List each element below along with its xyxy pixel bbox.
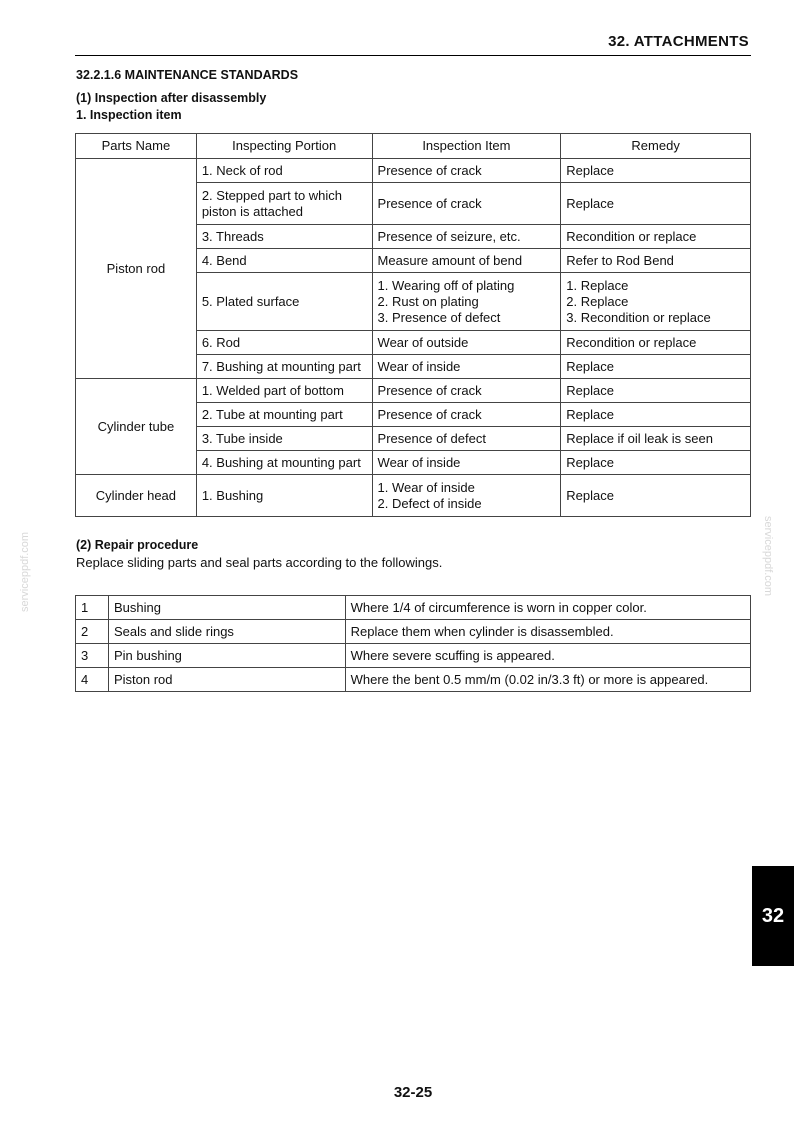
remedy-cell: Refer to Rod Bend [561,249,751,273]
inspecting-portion-cell: 5. Plated surface [196,273,372,331]
inspection-item-cell: Presence of seizure, etc. [372,225,561,249]
inspecting-portion-cell: 1. Bushing [196,475,372,517]
inspecting-portion-cell: 1. Welded part of bottom [196,379,372,403]
sub-heading: (1) Inspection after disassembly [76,91,267,105]
remedy-cell: Replace [561,403,751,427]
section-heading: 32.2.1.6 MAINTENANCE STANDARDS [76,68,299,82]
inspection-item-cell: 1. Wear of inside 2. Defect of inside [372,475,561,517]
table-row [76,620,751,644]
item-number-cell: 1 [76,596,109,620]
inspection-item-cell: Presence of crack [372,159,561,183]
remedy-cell: Replace [561,159,751,183]
table-row [76,159,751,183]
item-number-cell: 2 [76,620,109,644]
watermark: serviceppdf.com [762,516,774,597]
sub-sub-heading: 1. Inspection item [76,108,182,122]
parts-name-cell: Cylinder tube [76,379,197,475]
remedy-cell: Replace if oil leak is seen [561,427,751,451]
column-header: Inspecting Portion [196,134,372,159]
remedy-cell: Replace [561,451,751,475]
inspection-item-cell: Presence of crack [372,379,561,403]
table-row [76,475,751,517]
inspecting-portion-cell: 2. Stepped part to which piston is attached [196,183,372,225]
inspecting-portion-cell: 3. Threads [196,225,372,249]
inspecting-portion-cell: 6. Rod [196,331,372,355]
column-header: Parts Name [76,134,197,159]
item-number-cell: 3 [76,644,109,668]
inspection-item-cell: Presence of crack [372,403,561,427]
part-cell: Bushing [108,596,345,620]
repair-intro: Replace sliding parts and seal parts according to the followings. [76,555,443,570]
inspecting-portion-cell: 7. Bushing at mounting part [196,355,372,379]
header-rule [75,55,751,56]
remedy-cell: Recondition or replace [561,225,751,249]
part-cell: Piston rod [108,668,345,692]
inspection-item-cell: Wear of inside [372,355,561,379]
remedy-cell: Replace [561,379,751,403]
inspection-item-cell: Wear of inside [372,451,561,475]
item-number-cell: 4 [76,668,109,692]
inspecting-portion-cell: 3. Tube inside [196,427,372,451]
inspecting-portion-cell: 1. Neck of rod [196,159,372,183]
watermark: serviceppdf.com [19,531,31,612]
parts-name-cell: Piston rod [76,159,197,379]
remedy-cell: 1. Replace 2. Replace 3. Recondition or replace [561,273,751,331]
chapter-tab: 32 [752,866,794,966]
inspection-item-cell: Presence of crack [372,183,561,225]
remedy-cell: Replace [561,183,751,225]
inspection-item-cell: Presence of defect [372,427,561,451]
repair-heading: (2) Repair procedure [76,538,199,552]
inspecting-portion-cell: 2. Tube at mounting part [196,403,372,427]
part-cell: Seals and slide rings [108,620,345,644]
column-header: Inspection Item [372,134,561,159]
remedy-cell: Replace [561,355,751,379]
condition-cell: Where the bent 0.5 mm/m (0.02 in/3.3 ft) or more is appeared. [345,668,750,692]
inspection-item-cell: Measure amount of bend [372,249,561,273]
inspection-item-cell: Wear of outside [372,331,561,355]
condition-cell: Where 1/4 of circumference is worn in copper color. [345,596,750,620]
chapter-title: 32. ATTACHMENTS [608,33,749,50]
inspection-table [75,133,751,517]
column-header: Remedy [561,134,751,159]
page-number: 32-25 [393,1084,433,1101]
repair-table [75,595,751,692]
condition-cell: Replace them when cylinder is disassembled. [345,620,750,644]
inspection-item-cell: 1. Wearing off of plating 2. Rust on plating 3. Presence of defect [372,273,561,331]
table-row [76,596,751,620]
table-row [76,379,751,403]
table-row [76,644,751,668]
table-row [76,668,751,692]
inspecting-portion-cell: 4. Bend [196,249,372,273]
part-cell: Pin bushing [108,644,345,668]
condition-cell: Where severe scuffing is appeared. [345,644,750,668]
remedy-cell: Replace [561,475,751,517]
parts-name-cell: Cylinder head [76,475,197,517]
remedy-cell: Recondition or replace [561,331,751,355]
inspecting-portion-cell: 4. Bushing at mounting part [196,451,372,475]
table-header-row [76,134,751,159]
